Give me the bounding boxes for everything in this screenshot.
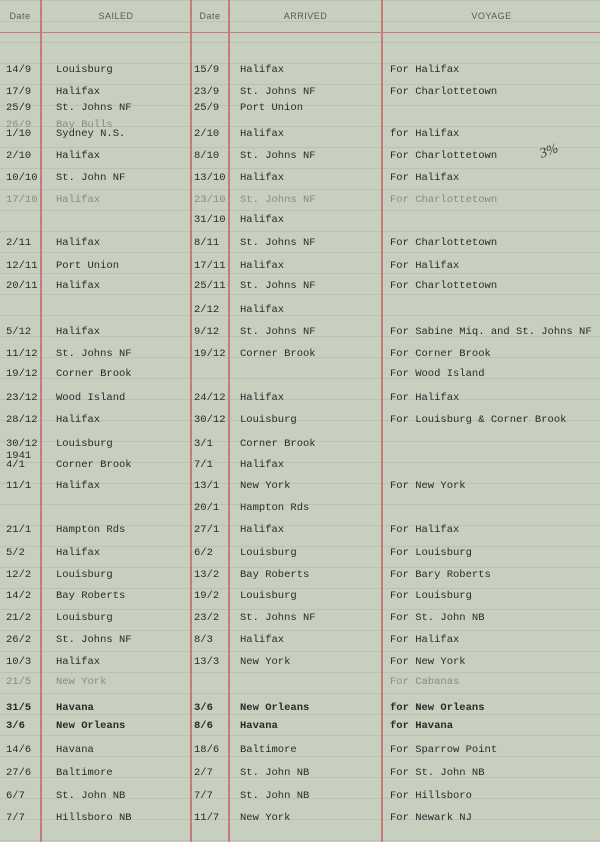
sailed-date-cell: 17/9 bbox=[6, 86, 32, 98]
arrived-date-cell: 25/9 bbox=[194, 102, 220, 114]
arrived-date-cell: 31/10 bbox=[194, 214, 226, 226]
sailed-date-cell: 20/11 bbox=[6, 280, 38, 292]
arrived-port-cell: St. Johns NF bbox=[240, 194, 316, 206]
table-row bbox=[0, 168, 600, 188]
table-row bbox=[0, 190, 600, 210]
sailed-port-cell: New Orleans bbox=[56, 720, 126, 732]
arrived-date-cell: 2/12 bbox=[194, 304, 220, 316]
voyage-cell: For Cabanas bbox=[390, 676, 460, 688]
sailed-port-cell: Halifax bbox=[56, 414, 101, 426]
arrived-port-cell: Halifax bbox=[240, 459, 285, 471]
sailed-port-cell: Havana bbox=[56, 744, 94, 756]
table-row bbox=[0, 476, 600, 496]
arrived-date-cell: 30/12 bbox=[194, 414, 226, 426]
voyage-cell: For Halifax bbox=[390, 64, 460, 76]
sailed-date-cell: 23/12 bbox=[6, 392, 38, 404]
arrived-date-cell: 23/2 bbox=[194, 612, 220, 624]
arrived-date-cell: 19/12 bbox=[194, 348, 226, 360]
sailed-port-cell: Louisburg bbox=[56, 64, 113, 76]
table-row bbox=[0, 543, 600, 563]
arrived-port-cell: Halifax bbox=[240, 172, 285, 184]
sailed-port-cell: Halifax bbox=[56, 480, 101, 492]
sailed-date-cell: 21/1 bbox=[6, 524, 32, 536]
voyage-cell: For Sparrow Point bbox=[390, 744, 498, 756]
arrived-port-cell: Halifax bbox=[240, 304, 285, 316]
table-row bbox=[0, 808, 600, 828]
sailed-date-cell: 2/10 bbox=[6, 150, 32, 162]
sailed-date-cell: 7/7 bbox=[6, 812, 25, 824]
arrived-date-cell: 27/1 bbox=[194, 524, 220, 536]
arrived-date-cell: 13/3 bbox=[194, 656, 220, 668]
arrived-date-cell: 8/3 bbox=[194, 634, 213, 646]
sailed-date-cell: 1941 bbox=[6, 450, 32, 462]
voyage-cell: For St. John NB bbox=[390, 612, 485, 624]
arrived-date-cell: 7/1 bbox=[194, 459, 213, 471]
table-row bbox=[0, 763, 600, 783]
sailed-date-cell: 11/1 bbox=[6, 480, 32, 492]
voyage-cell: For Halifax bbox=[390, 172, 460, 184]
voyage-cell: For St. John NB bbox=[390, 767, 485, 779]
voyage-cell: For Charlottetown bbox=[390, 280, 498, 292]
arrived-date-cell: 23/10 bbox=[194, 194, 226, 206]
sailed-port-cell: Halifax bbox=[56, 86, 101, 98]
arrived-date-cell: 13/2 bbox=[194, 569, 220, 581]
sailed-port-cell: Halifax bbox=[56, 547, 101, 559]
sailed-date-cell: 14/9 bbox=[6, 64, 32, 76]
sailed-port-cell: Baltimore bbox=[56, 767, 113, 779]
sailed-port-cell: Corner Brook bbox=[56, 459, 132, 471]
table-row bbox=[0, 740, 600, 760]
arrived-date-cell: 24/12 bbox=[194, 392, 226, 404]
arrived-date-cell: 20/1 bbox=[194, 502, 220, 514]
arrived-port-cell: New Orleans bbox=[240, 702, 310, 714]
voyage-cell: For Louisburg bbox=[390, 547, 472, 559]
sailed-port-cell: Bay Roberts bbox=[56, 590, 126, 602]
sailed-port-cell: Halifax bbox=[56, 150, 101, 162]
voyage-cell: For Louisburg & Corner Brook bbox=[390, 414, 567, 426]
sailed-date-cell: 17/10 bbox=[6, 194, 38, 206]
margin-note: 3% bbox=[537, 141, 561, 162]
table-row bbox=[0, 60, 600, 80]
voyage-cell: For Newark NJ bbox=[390, 812, 472, 824]
sailed-port-cell: Hampton Rds bbox=[56, 524, 126, 536]
sailed-date-cell: 12/2 bbox=[6, 569, 32, 581]
arrived-port-cell: St. Johns NF bbox=[240, 612, 316, 624]
voyage-cell: For Charlottetown bbox=[390, 150, 498, 162]
header-sailed: SAILED bbox=[98, 11, 134, 21]
table-row bbox=[0, 630, 600, 650]
sailed-date-cell: 4/1 bbox=[6, 459, 25, 471]
table-row bbox=[0, 124, 600, 144]
table-row bbox=[0, 498, 600, 518]
arrived-date-cell: 6/2 bbox=[194, 547, 213, 559]
voyage-cell: For Charlottetown bbox=[390, 237, 498, 249]
arrived-port-cell: Halifax bbox=[240, 392, 285, 404]
arrived-port-cell: Louisburg bbox=[240, 414, 297, 426]
sailed-date-cell: 21/2 bbox=[6, 612, 32, 624]
header-arrived: ARRIVED bbox=[283, 11, 328, 21]
sailed-port-cell: Halifax bbox=[56, 237, 101, 249]
voyage-cell: for New Orleans bbox=[390, 702, 485, 714]
arrived-date-cell: 25/11 bbox=[194, 280, 226, 292]
sailed-date-cell: 25/9 bbox=[6, 102, 32, 114]
arrived-port-cell: Halifax bbox=[240, 260, 285, 272]
arrived-port-cell: Louisburg bbox=[240, 590, 297, 602]
table-row bbox=[0, 672, 600, 692]
sailed-port-cell: Halifax bbox=[56, 194, 101, 206]
arrived-port-cell: St. Johns NF bbox=[240, 280, 316, 292]
arrived-date-cell: 17/11 bbox=[194, 260, 226, 272]
arrived-port-cell: Havana bbox=[240, 720, 278, 732]
arrived-port-cell: Halifax bbox=[240, 128, 285, 140]
arrived-date-cell: 9/12 bbox=[194, 326, 220, 338]
voyage-cell: For Louisburg bbox=[390, 590, 472, 602]
sailed-date-cell: 10/10 bbox=[6, 172, 38, 184]
arrived-date-cell: 8/6 bbox=[194, 720, 213, 732]
arrived-date-cell: 18/6 bbox=[194, 744, 220, 756]
table-row bbox=[0, 565, 600, 585]
sailed-date-cell: 12/11 bbox=[6, 260, 38, 272]
sailed-date-cell: 14/2 bbox=[6, 590, 32, 602]
arrived-port-cell: St. John NB bbox=[240, 767, 310, 779]
sailed-date-cell: 5/12 bbox=[6, 326, 32, 338]
arrived-port-cell: St. Johns NF bbox=[240, 237, 316, 249]
sailed-port-cell: Halifax bbox=[56, 280, 101, 292]
sailed-port-cell: Halifax bbox=[56, 656, 101, 668]
table-row bbox=[0, 146, 600, 166]
table-row bbox=[0, 652, 600, 672]
sailed-port-cell: Sydney N.S. bbox=[56, 128, 126, 140]
voyage-cell: for Halifax bbox=[390, 128, 460, 140]
sailed-port-cell: Louisburg bbox=[56, 569, 113, 581]
table-row bbox=[0, 388, 600, 408]
voyage-cell: For New York bbox=[390, 480, 466, 492]
arrived-port-cell: Halifax bbox=[240, 524, 285, 536]
table-row bbox=[0, 344, 600, 364]
sailed-port-cell: St. John NB bbox=[56, 790, 126, 802]
sailed-date-cell: 11/12 bbox=[6, 348, 38, 360]
table-row bbox=[0, 716, 600, 736]
sailed-port-cell: Port Union bbox=[56, 260, 120, 272]
arrived-port-cell: Halifax bbox=[240, 634, 285, 646]
sailed-port-cell: Havana bbox=[56, 702, 94, 714]
sailed-date-cell: 5/2 bbox=[6, 547, 25, 559]
arrived-port-cell: New York bbox=[240, 480, 291, 492]
arrived-port-cell: New York bbox=[240, 656, 291, 668]
table-row bbox=[0, 786, 600, 806]
sailed-port-cell: Corner Brook bbox=[56, 368, 132, 380]
sailed-port-cell: Halifax bbox=[56, 326, 101, 338]
header-sailed-date: Date bbox=[9, 11, 31, 21]
arrived-date-cell: 3/6 bbox=[194, 702, 213, 714]
sailed-date-cell: 1/10 bbox=[6, 128, 32, 140]
arrived-port-cell: St. Johns NF bbox=[240, 86, 316, 98]
sailed-date-cell: 19/12 bbox=[6, 368, 38, 380]
voyage-cell: For Halifax bbox=[390, 392, 460, 404]
voyage-cell: For Halifax bbox=[390, 634, 460, 646]
sailed-port-cell: St. Johns NF bbox=[56, 634, 132, 646]
sailed-port-cell: St. John NF bbox=[56, 172, 126, 184]
sailed-port-cell: St. Johns NF bbox=[56, 348, 132, 360]
voyage-cell: For Hillsboro bbox=[390, 790, 472, 802]
arrived-date-cell: 15/9 bbox=[194, 64, 220, 76]
sailed-port-cell: St. Johns NF bbox=[56, 102, 132, 114]
table-row bbox=[0, 210, 600, 230]
arrived-date-cell: 3/1 bbox=[194, 438, 213, 450]
arrived-port-cell: Halifax bbox=[240, 214, 285, 226]
header-rule bbox=[0, 32, 600, 33]
voyage-cell: For Wood Island bbox=[390, 368, 485, 380]
sailed-port-cell: Bay Bulls bbox=[56, 119, 113, 131]
sailed-port-cell: New York bbox=[56, 676, 107, 688]
arrived-port-cell: St. John NB bbox=[240, 790, 310, 802]
table-row bbox=[0, 300, 600, 320]
arrived-date-cell: 23/9 bbox=[194, 86, 220, 98]
arrived-port-cell: Port Union bbox=[240, 102, 304, 114]
sailed-date-cell: 28/12 bbox=[6, 414, 38, 426]
arrived-date-cell: 13/10 bbox=[194, 172, 226, 184]
header-voyage: VOYAGE bbox=[471, 11, 512, 21]
arrived-date-cell: 8/10 bbox=[194, 150, 220, 162]
table-row bbox=[0, 233, 600, 253]
arrived-date-cell: 2/7 bbox=[194, 767, 213, 779]
voyage-cell: For New York bbox=[390, 656, 466, 668]
sailed-date-cell: 10/3 bbox=[6, 656, 32, 668]
table-row bbox=[0, 256, 600, 276]
arrived-date-cell: 19/2 bbox=[194, 590, 220, 602]
arrived-port-cell: St. Johns NF bbox=[240, 150, 316, 162]
arrived-port-cell: Hampton Rds bbox=[240, 502, 310, 514]
sailed-date-cell: 26/2 bbox=[6, 634, 32, 646]
arrived-date-cell: 7/7 bbox=[194, 790, 213, 802]
sailed-date-cell: 30/12 bbox=[6, 438, 38, 450]
sailed-date-cell: 26/9 bbox=[6, 119, 32, 131]
arrived-date-cell: 8/11 bbox=[194, 237, 220, 249]
sailed-date-cell: 21/5 bbox=[6, 676, 32, 688]
sailed-date-cell: 3/6 bbox=[6, 720, 25, 732]
arrived-date-cell: 2/10 bbox=[194, 128, 220, 140]
arrived-port-cell: Corner Brook bbox=[240, 348, 316, 360]
voyage-cell: For Charlottetown bbox=[390, 194, 498, 206]
voyage-cell: For Halifax bbox=[390, 524, 460, 536]
table-row bbox=[0, 520, 600, 540]
table-row bbox=[0, 322, 600, 342]
sailed-date-cell: 14/6 bbox=[6, 744, 32, 756]
voyage-cell: For Halifax bbox=[390, 260, 460, 272]
arrived-port-cell: Louisburg bbox=[240, 547, 297, 559]
table-row bbox=[0, 276, 600, 296]
arrived-port-cell: Halifax bbox=[240, 64, 285, 76]
sailed-date-cell: 31/5 bbox=[6, 702, 32, 714]
sailed-date-cell: 27/6 bbox=[6, 767, 32, 779]
header-arrived-date: Date bbox=[199, 11, 221, 21]
arrived-port-cell: Bay Roberts bbox=[240, 569, 310, 581]
table-row bbox=[0, 364, 600, 384]
voyage-cell: For Charlottetown bbox=[390, 86, 498, 98]
sailed-port-cell: Hillsboro NB bbox=[56, 812, 132, 824]
voyage-cell: For Corner Brook bbox=[390, 348, 491, 360]
sailed-port-cell: Louisburg bbox=[56, 612, 113, 624]
table-row bbox=[0, 698, 600, 718]
voyage-cell: For Bary Roberts bbox=[390, 569, 491, 581]
arrived-port-cell: Corner Brook bbox=[240, 438, 316, 450]
table-row bbox=[0, 455, 600, 475]
arrived-date-cell: 11/7 bbox=[194, 812, 220, 824]
table-row bbox=[0, 410, 600, 430]
voyage-cell: For Sabine Miq. and St. Johns NF bbox=[390, 326, 592, 338]
sailed-date-cell: 2/11 bbox=[6, 237, 32, 249]
sailed-port-cell: Wood Island bbox=[56, 392, 126, 404]
arrived-port-cell: New York bbox=[240, 812, 291, 824]
sailed-date-cell: 6/7 bbox=[6, 790, 25, 802]
sailed-port-cell: Louisburg bbox=[56, 438, 113, 450]
arrived-port-cell: Baltimore bbox=[240, 744, 297, 756]
table-row bbox=[0, 586, 600, 606]
arrived-port-cell: St. Johns NF bbox=[240, 326, 316, 338]
arrived-date-cell: 13/1 bbox=[194, 480, 220, 492]
voyage-cell: for Havana bbox=[390, 720, 454, 732]
table-row bbox=[0, 608, 600, 628]
